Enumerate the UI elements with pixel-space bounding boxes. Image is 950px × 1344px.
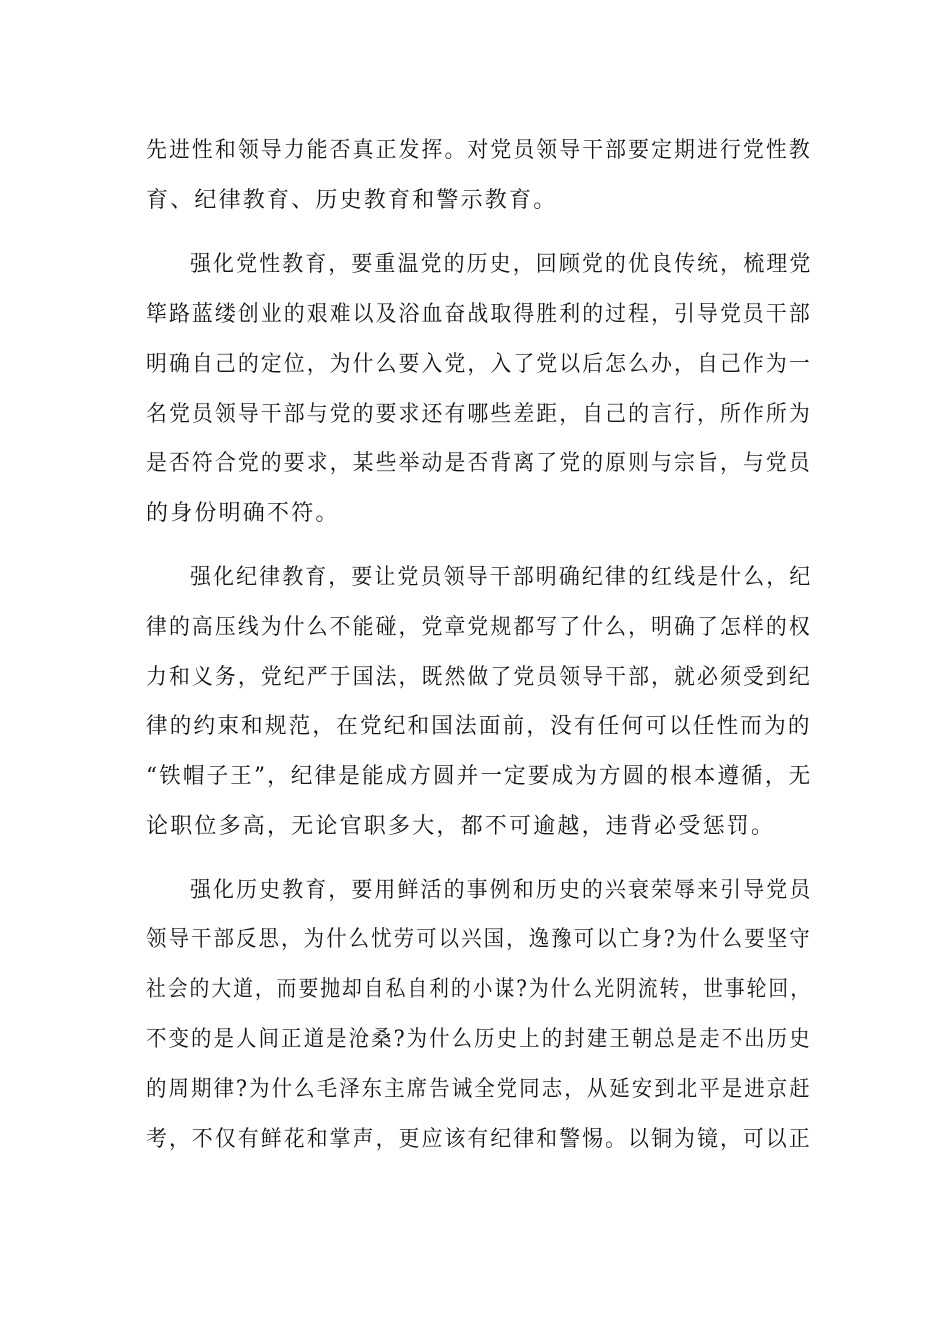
text-line: 是否符合党的要求，某些举动是否背离了党的原则与宗旨，与党员 [146,451,812,476]
text-line: 的周期律?为什么毛泽东主席告诫全党同志，从延安到北平是进京赶 [146,1077,812,1102]
text-line: 的身份明确不符。 [146,501,340,526]
text-line: 论职位多高，无论官职多大，都不可逾越，违背必受惩罚。 [146,814,776,839]
text-line: “铁帽子王”，纪律是能成方圆并一定要成为方圆的根本遵循，无 [146,764,813,789]
text-line: 律的约束和规范，在党纪和国法面前，没有任何可以任性而为的 [146,714,812,739]
text-line: 律的高压线为什么不能碰，党章党规都写了什么，明确了怎样的权 [146,615,812,640]
text-line: 强化党性教育，要重温党的历史，回顾党的优良传统，梳理党 [190,252,813,277]
text-line: 力和义务，党纪严于国法，既然做了党员领导干部，就必须受到纪 [146,665,812,690]
text-line: 社会的大道，而要抛却自私自利的小谋?为什么光阴流转，世事轮回， [146,977,812,1002]
text-line: 筚路蓝缕创业的艰难以及浴血奋战取得胜利的过程，引导党员干部 [146,302,812,327]
text-line: 强化历史教育，要用鲜活的事例和历史的兴衰荣辱来引导党员 [190,878,813,903]
text-line: 育、纪律教育、历史教育和警示教育。 [146,188,558,213]
text-line: 先进性和领导力能否真正发挥。对党员领导干部要定期进行党性教 [146,138,812,163]
text-line: 名党员领导干部与党的要求还有哪些差距，自己的言行，所作所为 [146,402,812,427]
text-line: 不变的是人间正道是沧桑?为什么历史上的封建王朝总是走不出历史 [146,1027,812,1052]
text-line: 明确自己的定位，为什么要入党，入了党以后怎么办，自己作为一 [146,352,812,377]
text-line: 考，不仅有鲜花和掌声，更应该有纪律和警惕。以铜为镜，可以正 [146,1127,812,1152]
text-line: 强化纪律教育，要让党员领导干部明确纪律的红线是什么，纪 [190,565,813,590]
text-line: 领导干部反思，为什么忧劳可以兴国，逸豫可以亡身?为什么要坚守 [146,927,812,952]
